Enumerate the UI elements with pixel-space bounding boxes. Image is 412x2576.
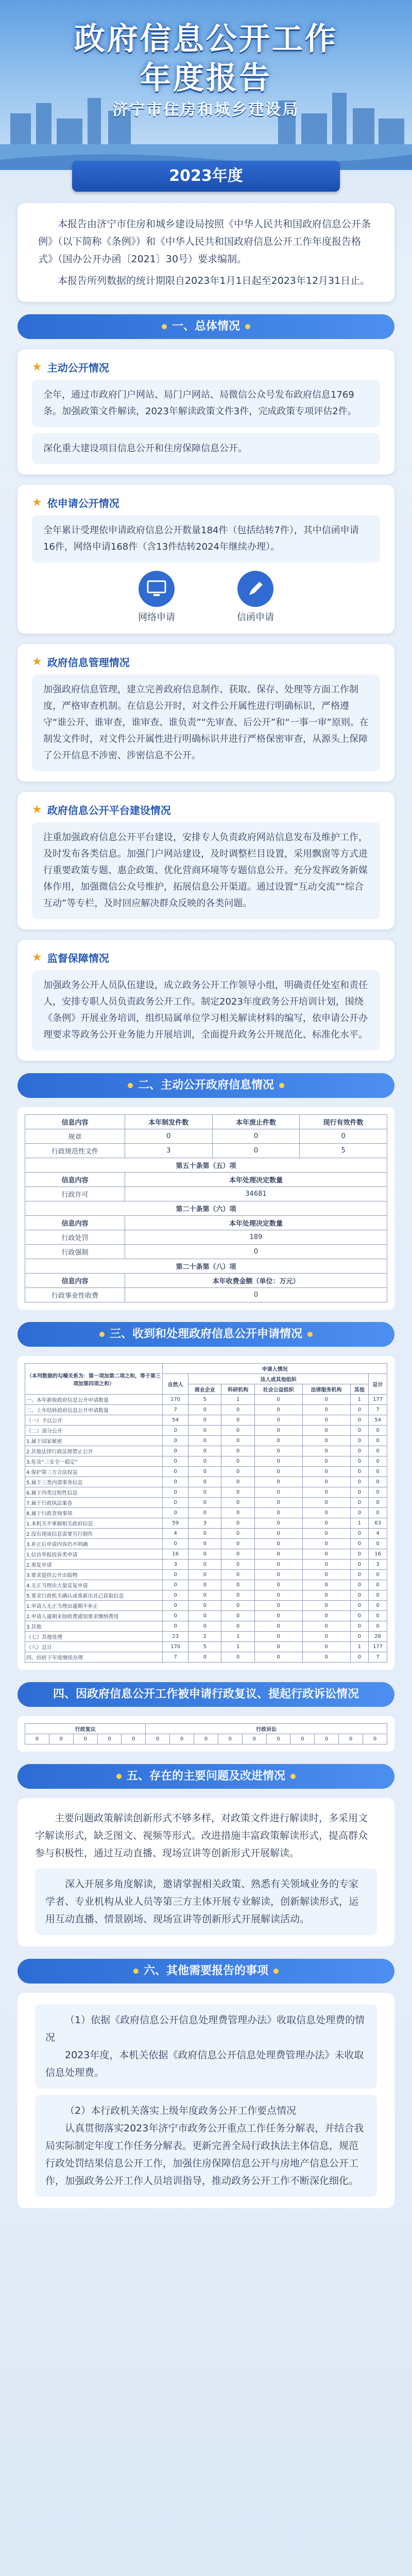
table-row: 5.属于三类内部事务信息 0 0 0 0 0 0 0 [25,1477,387,1487]
table-row: 1.申请人无正当理由逾期不补正 0 0 0 0 0 0 0 [25,1601,387,1611]
dot-icon [99,1332,105,1337]
dot-icon [162,324,167,329]
table-row: 2.其他法律行政法规禁止公开 0 0 0 0 0 0 0 [25,1446,387,1456]
table-header: 现行有效件数 [300,1115,387,1129]
table-header: 申请人情况 [163,1364,387,1374]
intro-paragraph-2: 本报告所列数据的统计期限自2023年1月1日起至2023年12月31日止。 [58,275,370,286]
letter-application-item [237,571,274,623]
table-row: 1.本机关不掌握相关政府信息 59 3 0 0 0 1 63 [25,1518,387,1529]
star-icon: ★ [32,655,42,668]
section6-header [18,1959,394,1984]
table-row: 行政规范性文件 3 0 5 [25,1144,387,1158]
other-paragraph-3: （2）本行政机关落实上级年度政务公开工作要点情况 [65,2105,297,2116]
table-section-title: 第二十条第（八）项 [25,1259,387,1274]
active-disclosure-tables [18,1107,394,1310]
table-row: 1.属于国家秘密 0 0 0 0 0 0 0 [25,1436,387,1446]
subsection-title: 主动公开情况 [47,362,109,374]
dot-icon [245,324,250,329]
table-row: 2.申请人逾期未按收费通知要求缴纳费用 0 0 0 0 0 0 0 [25,1611,387,1621]
section2-title: 二、主动公开政府信息情况 [138,1079,274,1092]
platform-building-text: 注重加强政府信息公开平台建设，安排专人负责政府网站信息发布及维护工作，及时发布各类信息。加强门户网站建设，及时调整栏目设置，采用飘窗等方式进行重要政策专题、惠企政策、优化营商环境等专题信息公开。充分发挥政务新媒体作用，加强微信公众号维护，拓展信息公开渠道。通过设置“互动交流”“综合互动”等专栏，及时回应解决群众反映的各类问题。 [32,822,380,919]
star-icon: ★ [32,496,42,509]
application-table-body [25,1395,387,1663]
table-row: 3.补正后申请内容仍不明确 0 0 0 0 0 0 0 [25,1539,387,1549]
report-title-line1: 政府信息公开工作 [74,21,338,57]
table-row: 5.要求行政机关确认或重新出具已获取信息 0 0 0 0 0 0 0 [25,1590,387,1601]
table-row: 2.重复申请 3 0 0 0 0 0 3 [25,1560,387,1570]
table-header: 行政诉讼 [146,1724,387,1734]
online-application-item [138,571,175,623]
regulation-table: 信息内容 本年制发件数 本年废止件数 现行有效件数 规章 0 0 0 行政规范性文件 3 0 5 第五十条第（五）项 信息内容 本年处理决定数量 行政许可 34681 第二十条第（六）项 信息内容 本年处理决定数量 行政处罚 189 行政强制 0 第二十条第（八）项 信息内容 本年收费金额（单位：万元） 行政事业性收费 0 [25,1114,387,1302]
report-title-line2: 年度报告 [140,60,272,96]
section1-header [18,314,394,339]
table-row: （八）总计 170 5 1 0 0 1 177 [25,1642,387,1652]
supervision-block [18,940,394,1061]
table-row: （一）予以公开 54 0 0 0 0 0 54 [25,1415,387,1426]
table-row: 4.保护第三方合法权益 0 0 0 0 0 0 0 [25,1467,387,1477]
application-table: （本列数据的勾稽关系为：第一项加第二项之和，等于第三项加第四项之和） 申请人情况 自然人 法人或其他组织 总计 商业企业 科研机构 社会公益组织 法律服务机构 其他 一、本年新收政府信息公开申请数量 170 5 1 0 0 1 177 二、上年结转政府信息公开申请数量 7 0 0 0 0 0 7 （一）予以公开 54 0 0 0 0 0 54 （二）部分公开 0 0 0 0 0 0 0 1.属于国家秘密 0 0 0 0 0 0 0 2.其他法律行政法规禁止公开 0 0 0 0 0 0 0 3.危及“三安全一稳定” 0 0 0 0 0 0 0 4.保护第三方合法权益 0 0 0 0 0 0 0 5.属于三类内部事务信息 0 0 0 0 0 0 0 6.属于四类过程性信息 0 0 0 0 0 0 0 7.属于行政执法案卷 0 0 0 0 0 0 0 8.属于行政查询事项 0 0 0 0 0 0 0 1.本机关不掌握相关政府信息 59 3 0 0 0 1 63 2.没有现成信息需要另行制作 4 0 0 0 0 0 4 3.补正后申请内容仍不明确 0 0 0 0 0 0 0 1.信访举报投诉类申请 16 0 0 0 0 0 16 2.重复申请 3 0 0 0 0 0 3 3.要求提供公开出版物 0 0 0 0 0 0 0 4.无正当理由大量反复申请 0 0 0 0 0 0 0 5.要求行政机关确认或重新出具已获取信息 0 0 0 0 0 0 0 1.申请人无正当理由逾期不补正 0 0 0 0 0 0 0 2.申请人逾期未按收费通知要求缴纳费用 0 0 0 0 0 0 0 3.其他 0 0 0 0 0 0 0 （七）其他处理 23 2 1 0 0 0 26 （八）总计 170 5 1 0 0 1 177 四、结转下年度继续办理 7 0 0 0 0 0 7 [25,1363,387,1663]
dot-icon [133,1969,139,1974]
table-row: 8.属于行政查询事项 0 0 0 0 0 0 0 [25,1508,387,1518]
other-matters-card [18,1993,394,2208]
computer-icon [139,571,175,607]
active-disclosure-text-2: 深化重大建设项目信息公开和住房保障信息公开。 [32,433,380,464]
other-paragraph-2: 2023年度，本机关依据《政府信息公开信息处理费管理办法》未收取信息处理费。 [45,2049,364,2078]
application-table-card [18,1356,394,1670]
table-row: 二、上年结转政府信息公开申请数量 7 0 0 0 0 0 7 [25,1405,387,1415]
dot-icon [273,1969,279,1974]
info-management-block [18,644,394,782]
star-icon: ★ [32,951,42,964]
table-row: 行政许可 34681 [25,1187,387,1201]
section2-header [18,1073,394,1098]
dot-icon [290,1774,296,1779]
table-row: 规章 0 0 0 [25,1129,387,1144]
star-icon: ★ [32,803,42,816]
table-header: 本年废止件数 [212,1115,300,1129]
other-paragraph-4: 认真贯彻落实2023年济宁市政务公开重点工作任务分解表，并结合我局实际制定年度工作任务分解表。更新完善全局行政执法主体信息，规范行政处罚结果信息公开工作，加强住房保障信息公开与房地产信息公开工作，加强政务公开工作人员培训指导，推动政务公开工作不断深化细化。 [45,2123,364,2187]
table-row: 3.其他 0 0 0 0 0 0 0 [25,1621,387,1632]
dot-icon [279,1083,284,1088]
supervision-text: 加强政务公开人员队伍建设，成立政务公开工作领导小组，明确责任处室和责任人，安排专职人员负责政务公开工作。制定2023年度政务公开培训计划，围绕《条例》开展业务培训，组织局属单位学习相关解读材料的编写，依申请公开办理要求等政务公开业务能力开展培训，全面提升政务公开规范化、标准化水平。 [32,970,380,1050]
table-row: 0 0 0 0 0 0 0 0 0 0 0 0 0 0 0 [25,1734,387,1744]
intro-paragraph-1: 本报告由济宁市住房和城乡建设局按照《中华人民共和国政府信息公开条例》（以下简称《条例》）和《中华人民共和国政府信息公开工作年度报告格式》（国办公开办函〔2021〕30号）要求编制。 [38,218,371,265]
table-header: 本年制发件数 [125,1115,212,1129]
table-row: （二）部分公开 0 0 0 0 0 0 0 [25,1426,387,1436]
active-disclosure-block [18,349,394,474]
dot-icon [307,1332,313,1337]
year-badge: 2023年度 [72,161,340,192]
section6-title: 六、其他需要报告的事项 [143,1964,268,1977]
table-header: 行政复议 [25,1724,146,1734]
problems-card [18,1798,394,1946]
section4-title: 四、因政府信息公开工作被申请行政复议、提起行政诉讼情况 [53,1688,359,1701]
subsection-title: 政府信息公开平台建设情况 [47,804,171,817]
table-row: 7.属于行政执法案卷 0 0 0 0 0 0 0 [25,1498,387,1508]
table-row: 3.危及“三安全一稳定” 0 0 0 0 0 0 0 [25,1456,387,1467]
table-row: 行政处罚 189 [25,1230,387,1245]
star-icon: ★ [32,361,42,374]
active-disclosure-text: 全年，通过市政府门户网站、局门户网站、局微信公众号发布政府信息1769条。加强政策文件解读，2023年解读政策文件3件，完成政策专项评估2件。 [32,380,380,427]
table-row: （七）其他处理 23 2 1 0 0 0 26 [25,1632,387,1642]
table-section-title: 第五十条第（五）项 [25,1158,387,1173]
info-management-text: 加强政府信息管理，建立完善政府信息制作、获取、保存、处理等方面工作制度，严格审查机制。在信息公开时，对文件公开属性进行明确标识，严格遵守“谁公开、谁审查，谁审查、谁负责”“先审查、后公开”和“一事一审”原则。在制发文件时，对文件公开属性进行明确标识并进行严格保密审查，从源头上保障了公开信息不涉密、涉密信息不公开。 [32,674,380,771]
section5-header [18,1764,394,1789]
letter-application-label: 信函申请 [237,612,274,623]
section5-title: 五、存在的主要问题及改进情况 [126,1770,285,1783]
platform-building-block [18,792,394,929]
pen-icon [237,571,273,607]
application-disclosure-block [18,485,394,634]
online-application-label: 网络申请 [138,612,175,623]
table-row: 3.要求提供公开出版物 0 0 0 0 0 0 0 [25,1570,387,1580]
table-row: 行政事业性收费 0 [25,1288,387,1302]
dot-icon [128,1083,133,1088]
problems-paragraph-1: 主要问题政策解读创新形式不够多样，对政策文件进行解读时，多采用文字解读形式，缺乏图文、视频等形式。改进措施丰富政策解读形式，提高群众参与积极性，通过互动直播、现场宣讲等创新形式开展解读。 [35,1812,368,1859]
table-section-title: 第二十条第（六）项 [25,1201,387,1216]
review-litigation-table-card [18,1716,394,1752]
table-row: 四、结转下年度继续办理 7 0 0 0 0 0 7 [25,1652,387,1663]
table-row: 4.无正当理由大量反复申请 0 0 0 0 0 0 0 [25,1580,387,1590]
subsection-title: 监督保障情况 [47,952,109,964]
table-row: 一、本年新收政府信息公开申请数量 170 5 1 0 0 1 177 [25,1395,387,1405]
agency-name: 济宁市住房和城乡建设局 [112,101,300,119]
intro-card [18,203,394,302]
table-header: 信息内容 [25,1115,125,1129]
table-row: 2.没有现成信息需要另行制作 4 0 0 0 0 0 4 [25,1529,387,1539]
table-row: 行政强制 0 [25,1245,387,1259]
section3-header [18,1322,394,1347]
dot-icon [116,1774,122,1779]
problems-paragraph-2: 深入开展多角度解读，邀请掌握相关政策、熟悉有关领域业务的专家学者、专业机构从业人员等第三方主体开展专业解读，创新解读形式，运用互动直播、情景剧场、现场宣讲等创新形式开展解读活动。 [45,1878,359,1925]
other-paragraph-1: （1）依据《政府信息公开信息处理费管理办法》收取信息处理费的情况 [45,2014,365,2043]
section1-title: 一、总体情况 [171,320,240,333]
section3-title: 三、收到和处理政府信息公开申请情况 [109,1328,302,1341]
hero-banner [0,0,412,170]
application-disclosure-text: 全年累计受理依申请政府信息公开数量184件（包括结转7件），其中信函申请16件，网络申请168件（含13件结转2024年继续办理）。 [32,515,380,563]
section4-header [18,1682,394,1707]
table-corner: （本列数据的勾稽关系为：第一项加第二项之和，等于第三项加第四项之和） [25,1364,163,1395]
subsection-title: 依申请公开情况 [47,497,119,510]
table-row: 1.信访举报投诉类申请 16 0 0 0 0 0 16 [25,1549,387,1560]
subsection-title: 政府信息管理情况 [47,656,130,669]
review-litigation-table [25,1723,387,1744]
table-row: 6.属于四类过程性信息 0 0 0 0 0 0 0 [25,1487,387,1498]
